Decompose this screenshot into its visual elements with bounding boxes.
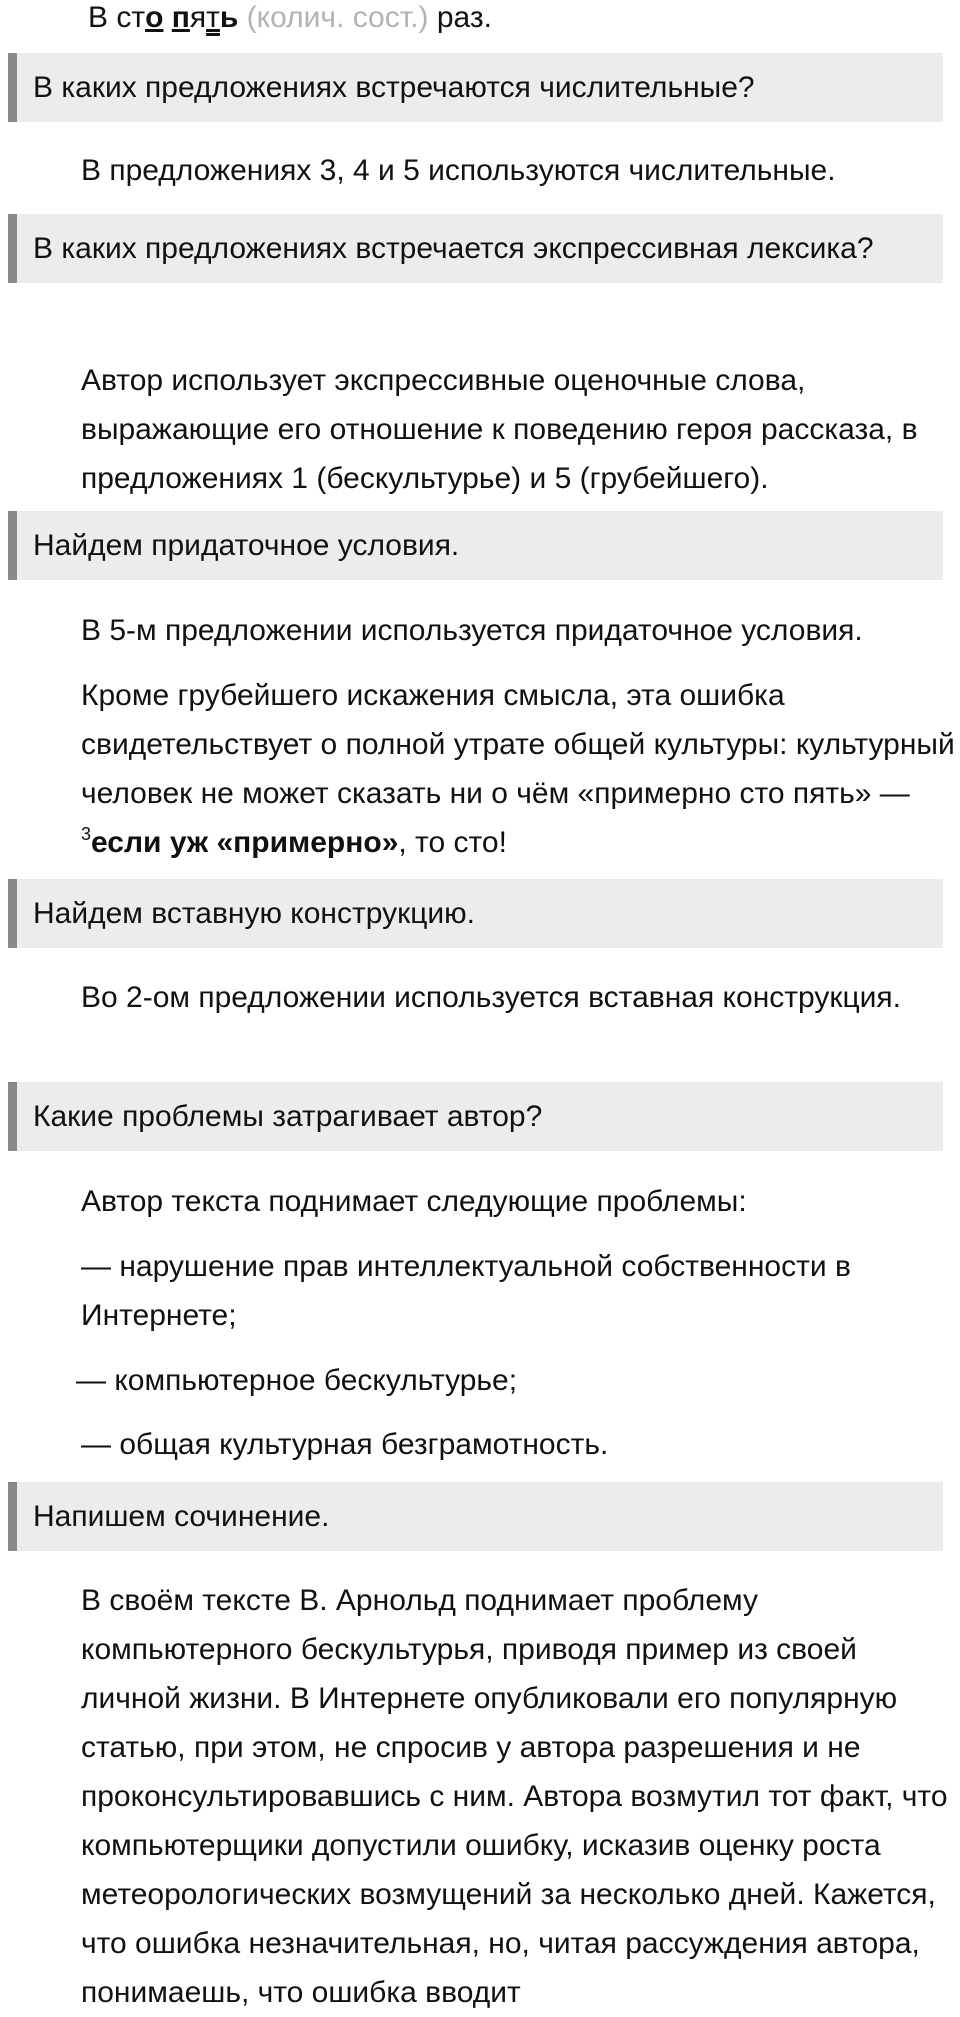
analysis-letter-soft: ь	[219, 1, 239, 34]
answer-conditional	[8, 606, 956, 655]
quote-bold: если уж «примерно»	[91, 826, 399, 859]
analysis-letter-t: т	[206, 1, 220, 34]
quote-end: , то сто!	[398, 826, 507, 859]
answer-insert	[8, 973, 956, 1022]
analysis-space	[163, 1, 171, 34]
question-conditional: Найдем придаточное условия.	[8, 511, 943, 580]
question-insert: Найдем вставную конструкцию.	[8, 879, 943, 948]
problem-item-text: — компьютерное бескультурье;	[76, 1364, 518, 1397]
question-numerals: В каких предложениях встречаются числительные?	[8, 53, 943, 122]
quote-text: Кроме грубейшего искажения смысла, эта ошибка свидетельствует о полной утрате общей культуры: культурный человек не может сказать ни о чём «примерно сто пять» —	[81, 679, 955, 810]
quote-paragraph	[8, 671, 956, 867]
problem-item	[8, 1356, 956, 1405]
footnote-marker: 3	[81, 824, 92, 844]
answer-problems-intro	[8, 1177, 956, 1226]
essay-text: В своём тексте В. Арнольд поднимает проблему компьютерного бескультурья, приводя пример из своей личной жизни. В Интернете опубликовали его популярную статью, при этом, не спросив у автора разрешения и не проконсультировавшись с ним. Автора возмутил тот факт, что компьютерщики допустили ошибку, исказив оценку роста метеорологических возмущений за несколько дней. Кажется, что ошибка незначительная, но, читая рассуждения автора, понимаешь, что ошибка вводит	[81, 1584, 948, 2009]
essay-paragraph	[8, 1576, 956, 2017]
analysis-letter-p: п	[171, 1, 190, 34]
answer-insert-text: Во 2-ом предложении используется вставная конструкция.	[81, 981, 901, 1014]
analysis-prefix: В ст	[88, 1, 146, 34]
problem-item	[8, 1242, 956, 1340]
quote-paragraph-text	[8, 671, 956, 867]
analysis-note: (колич. сост.)	[238, 1, 437, 34]
analysis-ending-o: о	[145, 1, 164, 34]
answer-numerals-text: В предложениях 3, 4 и 5 используются числительные.	[81, 154, 836, 187]
answer-expressive	[8, 356, 956, 503]
question-essay: Напишем сочинение.	[8, 1482, 943, 1551]
analysis-suffix: раз.	[436, 1, 492, 34]
answer-conditional-text: В 5-м предложении используется придаточное условия.	[81, 614, 863, 647]
answer-numerals	[8, 146, 956, 195]
problem-item-text: — нарушение прав интеллектуальной собственности в Интернете;	[81, 1250, 851, 1332]
problem-item	[8, 1420, 956, 1469]
answer-expressive-text: Автор использует экспрессивные оценочные слова, выражающие его отношение к поведению героя рассказа, в предложениях 1 (бескультурье) и 5 (грубейшего).	[81, 364, 918, 495]
question-expressive: В каких предложениях встречается экспрессивная лексика?	[8, 214, 943, 283]
analysis-letter-ya: я	[189, 1, 207, 34]
answer-problems-intro-text: Автор текста поднимает следующие проблемы:	[81, 1185, 747, 1218]
problem-item-text: — общая культурная безграмотность.	[81, 1428, 609, 1461]
word-analysis-line	[88, 0, 492, 43]
question-problems: Какие проблемы затрагивает автор?	[8, 1082, 943, 1151]
